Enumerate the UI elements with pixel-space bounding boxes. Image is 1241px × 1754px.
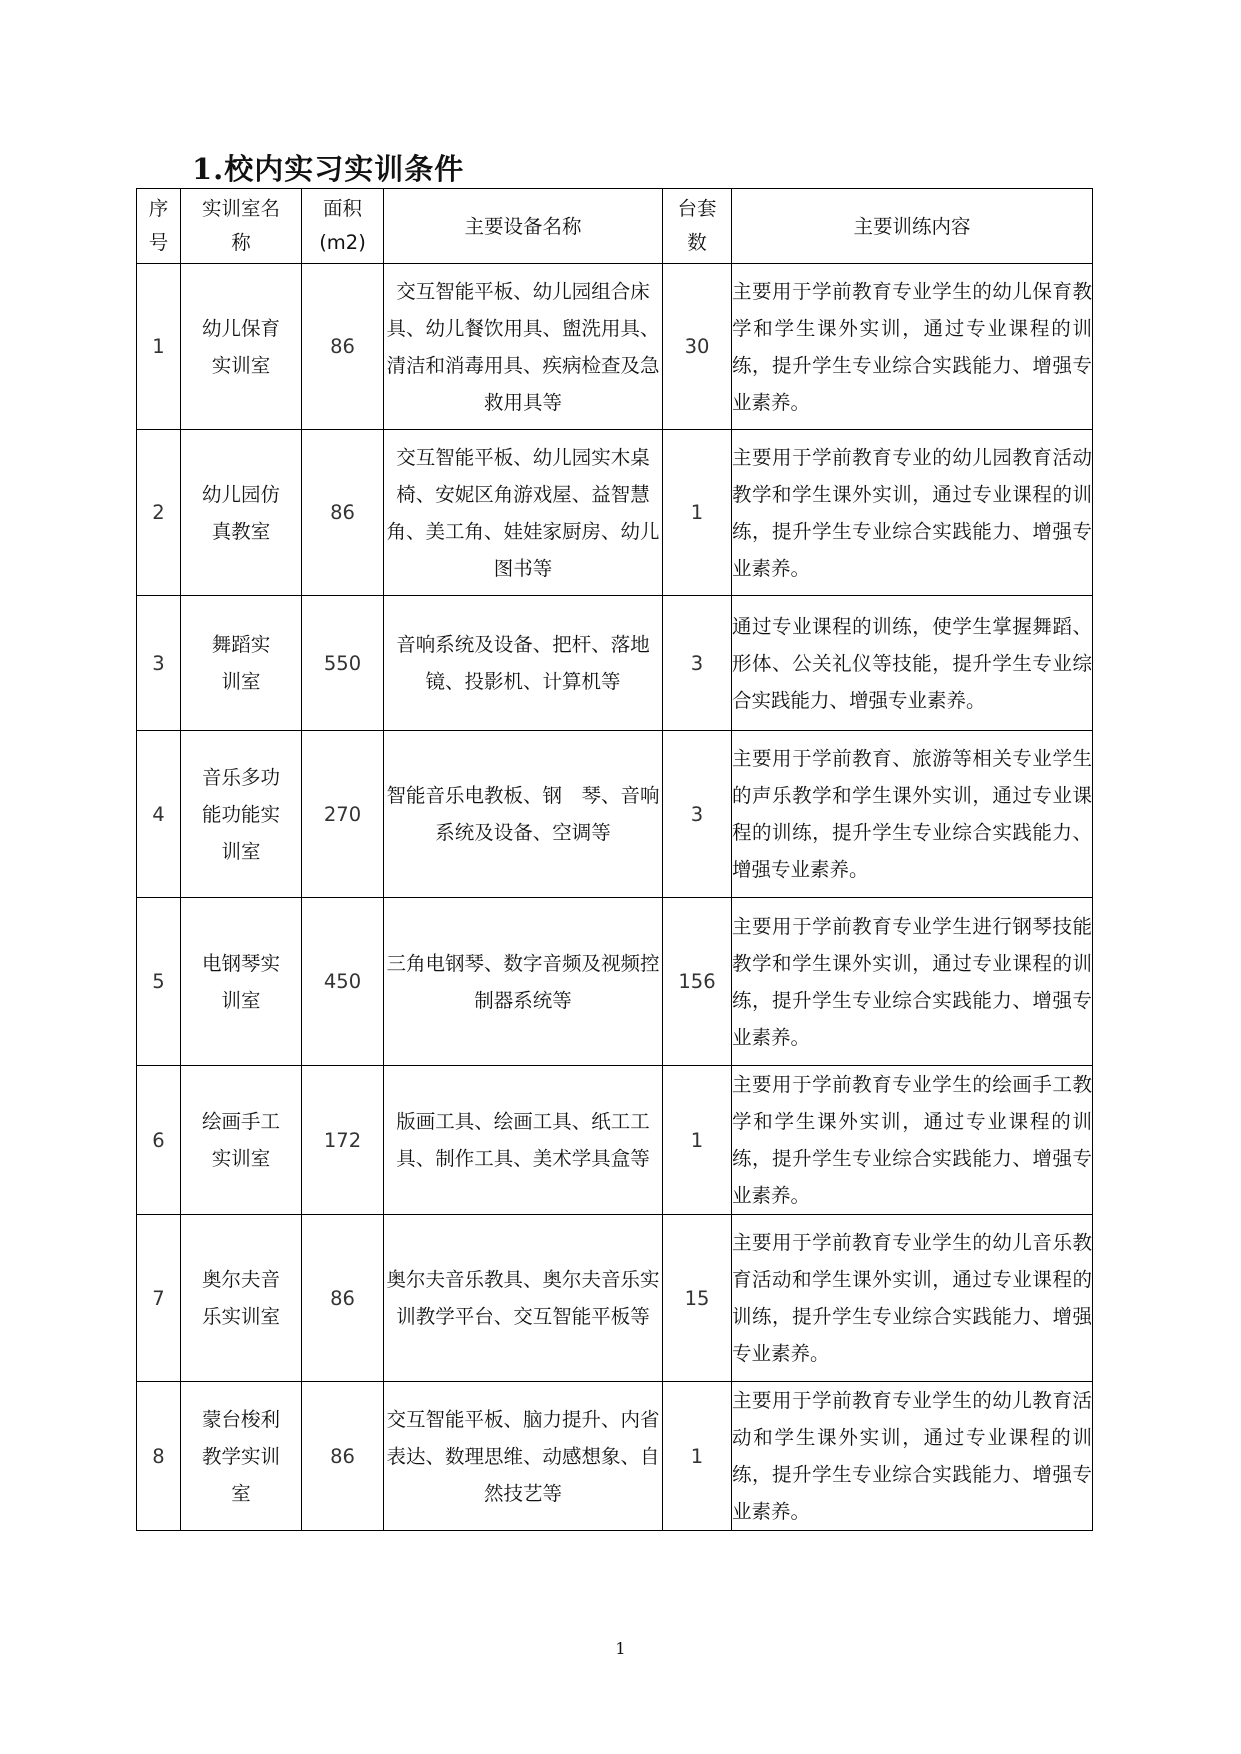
cell-no: 5 — [137, 898, 181, 1066]
cell-area: 86 — [302, 1382, 384, 1531]
cell-sets: 1 — [663, 1382, 732, 1531]
cell-area: 86 — [302, 1215, 384, 1382]
cell-equipment: 交互智能平板、幼儿园实木桌椅、安妮区角游戏屋、益智慧角、美工角、娃娃家厨房、幼儿图书等 — [384, 430, 663, 596]
cell-no: 6 — [137, 1066, 181, 1215]
table-row — [137, 1215, 1093, 1382]
cell-sets: 1 — [663, 430, 732, 596]
cell-area: 270 — [302, 731, 384, 898]
header-area: 面积(m2) — [302, 189, 384, 264]
cell-room: 幼儿保育实训室 — [181, 264, 302, 430]
header-no: 序号 — [137, 189, 181, 264]
table-row — [137, 430, 1093, 596]
cell-equipment: 三角电钢琴、数字音频及视频控制器系统等 — [384, 898, 663, 1066]
cell-no: 3 — [137, 596, 181, 731]
cell-training: 主要用于学前教育专业学生的幼儿教育活动和学生课外实训，通过专业课程的训练，提升学生专业综合实践能力、增强专业素养。 — [732, 1382, 1093, 1531]
cell-training: 通过专业课程的训练，使学生掌握舞蹈、形体、公关礼仪等技能，提升学生专业综合实践能力、增强专业素养。 — [732, 596, 1093, 731]
header-equipment: 主要设备名称 — [384, 189, 663, 264]
cell-room: 舞蹈实训室 — [181, 596, 302, 731]
table-row — [137, 1066, 1093, 1215]
table-row — [137, 264, 1093, 430]
cell-room: 蒙台梭利教学实训室 — [181, 1382, 302, 1531]
cell-training: 主要用于学前教育、旅游等相关专业学生的声乐教学和学生课外实训，通过专业课程的训练，提升学生专业综合实践能力、增强专业素养。 — [732, 731, 1093, 898]
cell-sets: 1 — [663, 1066, 732, 1215]
cell-sets: 3 — [663, 731, 732, 898]
cell-sets: 3 — [663, 596, 732, 731]
cell-no: 1 — [137, 264, 181, 430]
training-facilities-table — [136, 188, 1093, 1531]
cell-no: 8 — [137, 1382, 181, 1531]
table-row — [137, 596, 1093, 731]
header-room: 实训室名称 — [181, 189, 302, 264]
cell-area: 172 — [302, 1066, 384, 1215]
header-training: 主要训练内容 — [732, 189, 1093, 264]
cell-sets: 15 — [663, 1215, 732, 1382]
table-row — [137, 898, 1093, 1066]
cell-no: 7 — [137, 1215, 181, 1382]
table-row — [137, 1382, 1093, 1531]
header-sets: 台套数 — [663, 189, 732, 264]
cell-room: 绘画手工实训室 — [181, 1066, 302, 1215]
table-row — [137, 731, 1093, 898]
cell-training: 主要用于学前教育专业学生进行钢琴技能教学和学生课外实训，通过专业课程的训练，提升学生专业综合实践能力、增强专业素养。 — [732, 898, 1093, 1066]
cell-equipment: 音响系统及设备、把杆、落地镜、投影机、计算机等 — [384, 596, 663, 731]
cell-sets: 156 — [663, 898, 732, 1066]
cell-equipment: 奥尔夫音乐教具、奥尔夫音乐实训教学平台、交互智能平板等 — [384, 1215, 663, 1382]
cell-room: 电钢琴实训室 — [181, 898, 302, 1066]
cell-training: 主要用于学前教育专业学生的幼儿音乐教育活动和学生课外实训，通过专业课程的训练，提升学生专业综合实践能力、增强专业素养。 — [732, 1215, 1093, 1382]
section-title: 1.校内实习实训条件 — [192, 152, 465, 186]
cell-equipment: 交互智能平板、幼儿园组合床具、幼儿餐饮用具、盥洗用具、清洁和消毒用具、疾病检查及急救用具等 — [384, 264, 663, 430]
cell-room: 音乐多功能功能实训室 — [181, 731, 302, 898]
cell-equipment: 智能音乐电教板、钢 琴、音响系统及设备、空调等 — [384, 731, 663, 898]
cell-room: 奥尔夫音乐实训室 — [181, 1215, 302, 1382]
cell-area: 450 — [302, 898, 384, 1066]
cell-area: 86 — [302, 430, 384, 596]
cell-area: 86 — [302, 264, 384, 430]
cell-training: 主要用于学前教育专业学生的幼儿保育教学和学生课外实训，通过专业课程的训练，提升学生专业综合实践能力、增强专业素养。 — [732, 264, 1093, 430]
cell-sets: 30 — [663, 264, 732, 430]
table-header-row — [137, 189, 1093, 264]
cell-training: 主要用于学前教育专业的幼儿园教育活动教学和学生课外实训，通过专业课程的训练，提升学生专业综合实践能力、增强专业素养。 — [732, 430, 1093, 596]
cell-area: 550 — [302, 596, 384, 731]
page-number: 1 — [615, 1639, 626, 1658]
cell-room: 幼儿园仿真教室 — [181, 430, 302, 596]
cell-training: 主要用于学前教育专业学生的绘画手工教学和学生课外实训，通过专业课程的训练，提升学生专业综合实践能力、增强专业素养。 — [732, 1066, 1093, 1215]
cell-no: 4 — [137, 731, 181, 898]
cell-equipment: 版画工具、绘画工具、纸工工具、制作工具、美术学具盒等 — [384, 1066, 663, 1215]
cell-no: 2 — [137, 430, 181, 596]
cell-equipment: 交互智能平板、脑力提升、内省表达、数理思维、动感想象、自然技艺等 — [384, 1382, 663, 1531]
